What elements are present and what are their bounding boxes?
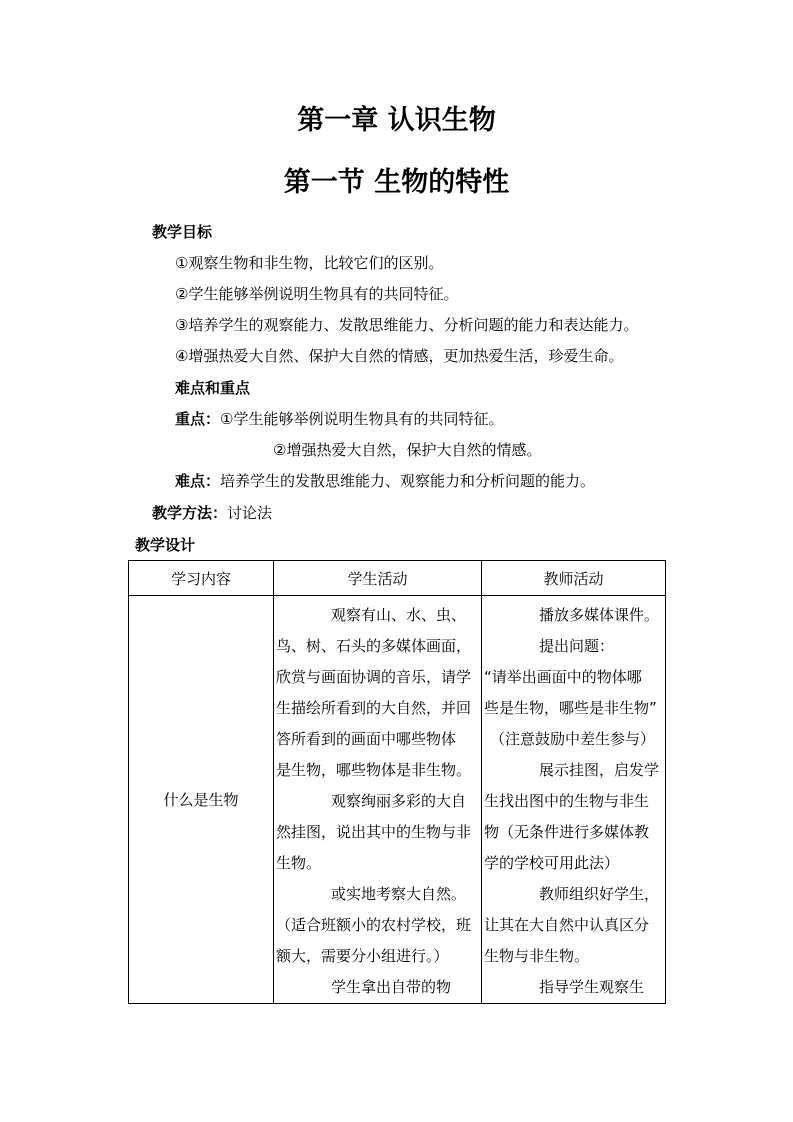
focus-item: ②增强热爱大自然，保护大自然的情感。 xyxy=(273,441,542,459)
teacher-line: 物（无条件进行多媒体教 xyxy=(484,823,650,841)
topic-cell: 什么是生物 xyxy=(129,596,274,1004)
table-row xyxy=(129,596,666,1004)
objective-item: ③培养学生的观察能力、发散思维能力、分析问题的能力和表达能力。 xyxy=(175,316,639,334)
method-text: 讨论法 xyxy=(227,504,273,522)
design-table xyxy=(128,560,666,1004)
student-activity-cell xyxy=(274,596,482,1004)
method-label: 教学方法： xyxy=(152,504,228,522)
student-line: 额大，需要分小组进行。） xyxy=(276,947,449,965)
key-points-heading: 难点和重点 xyxy=(175,379,251,397)
section-title: 第一节 生物的特性 xyxy=(283,167,510,198)
difficulty-line xyxy=(175,471,595,491)
student-line: 观察绚丽多彩的大自 xyxy=(331,792,467,810)
student-line: 答所看到的画面中哪些物体 xyxy=(276,730,457,748)
teacher-line: 让其在大自然中认真区分 xyxy=(484,916,650,934)
table-header-row xyxy=(129,561,666,596)
teacher-line: 提出问题： xyxy=(539,637,615,655)
teacher-line: （注意鼓励中差生参与） xyxy=(490,730,656,748)
student-line: （适合班额小的农村学校，班 xyxy=(276,916,472,934)
chapter-title: 第一章 认识生物 xyxy=(297,105,496,136)
student-line: 鸟、树、石头的多媒体画面， xyxy=(276,637,472,655)
student-line: 然挂图，说出其中的生物与非 xyxy=(276,823,472,841)
focus-line xyxy=(175,409,503,429)
objectives-heading: 教学目标 xyxy=(152,223,213,241)
focus-item: ①学生能够举例说明生物具有的共同特征。 xyxy=(220,410,504,428)
header-student: 学生活动 xyxy=(274,561,482,596)
student-line: 生描绘所看到的大自然，并回 xyxy=(276,699,472,717)
teacher-activity-cell xyxy=(482,596,666,1004)
student-line: 生物。 xyxy=(276,854,322,872)
header-teacher: 教师活动 xyxy=(482,561,666,596)
header-content: 学习内容 xyxy=(129,561,274,596)
objective-item: ①观察生物和非生物，比较它们的区别。 xyxy=(175,254,444,272)
teacher-line: 展示挂图，启发学 xyxy=(539,761,660,779)
method-line xyxy=(152,503,272,523)
student-line: 或实地考察大自然。 xyxy=(331,885,467,903)
objective-item: ②学生能够举例说明生物具有的共同特征。 xyxy=(175,285,459,303)
teacher-line: 生找出图中的生物与非生 xyxy=(484,792,650,810)
difficulty-text: 培养学生的发散思维能力、观察能力和分析问题的能力。 xyxy=(220,472,596,490)
design-heading: 教学设计 xyxy=(135,536,196,554)
student-line: 观察有山、水、虫、 xyxy=(331,606,467,624)
difficulty-label: 难点： xyxy=(175,472,221,490)
teacher-line: 教师组织好学生， xyxy=(539,885,660,903)
student-line: 是生物，哪些物体是非生物。 xyxy=(276,761,472,779)
teacher-line: “请举出画面中的物体哪 xyxy=(484,668,642,686)
teacher-line: 播放多媒体课件。 xyxy=(539,606,660,624)
teacher-line: 指导学生观察生 xyxy=(539,978,645,996)
teacher-line: 些是生物，哪些是非生物” xyxy=(484,699,657,717)
student-line: 学生拿出自带的物 xyxy=(331,978,452,996)
objective-item: ④增强热爱大自然、保护大自然的情感，更加热爱生活，珍爱生命。 xyxy=(175,347,624,365)
teacher-line: 生物与非生物。 xyxy=(484,947,590,965)
teacher-line: 学的学校可用此法） xyxy=(484,854,620,872)
student-line: 欣赏与画面协调的音乐，请学 xyxy=(276,668,472,686)
focus-label: 重点： xyxy=(175,410,221,428)
